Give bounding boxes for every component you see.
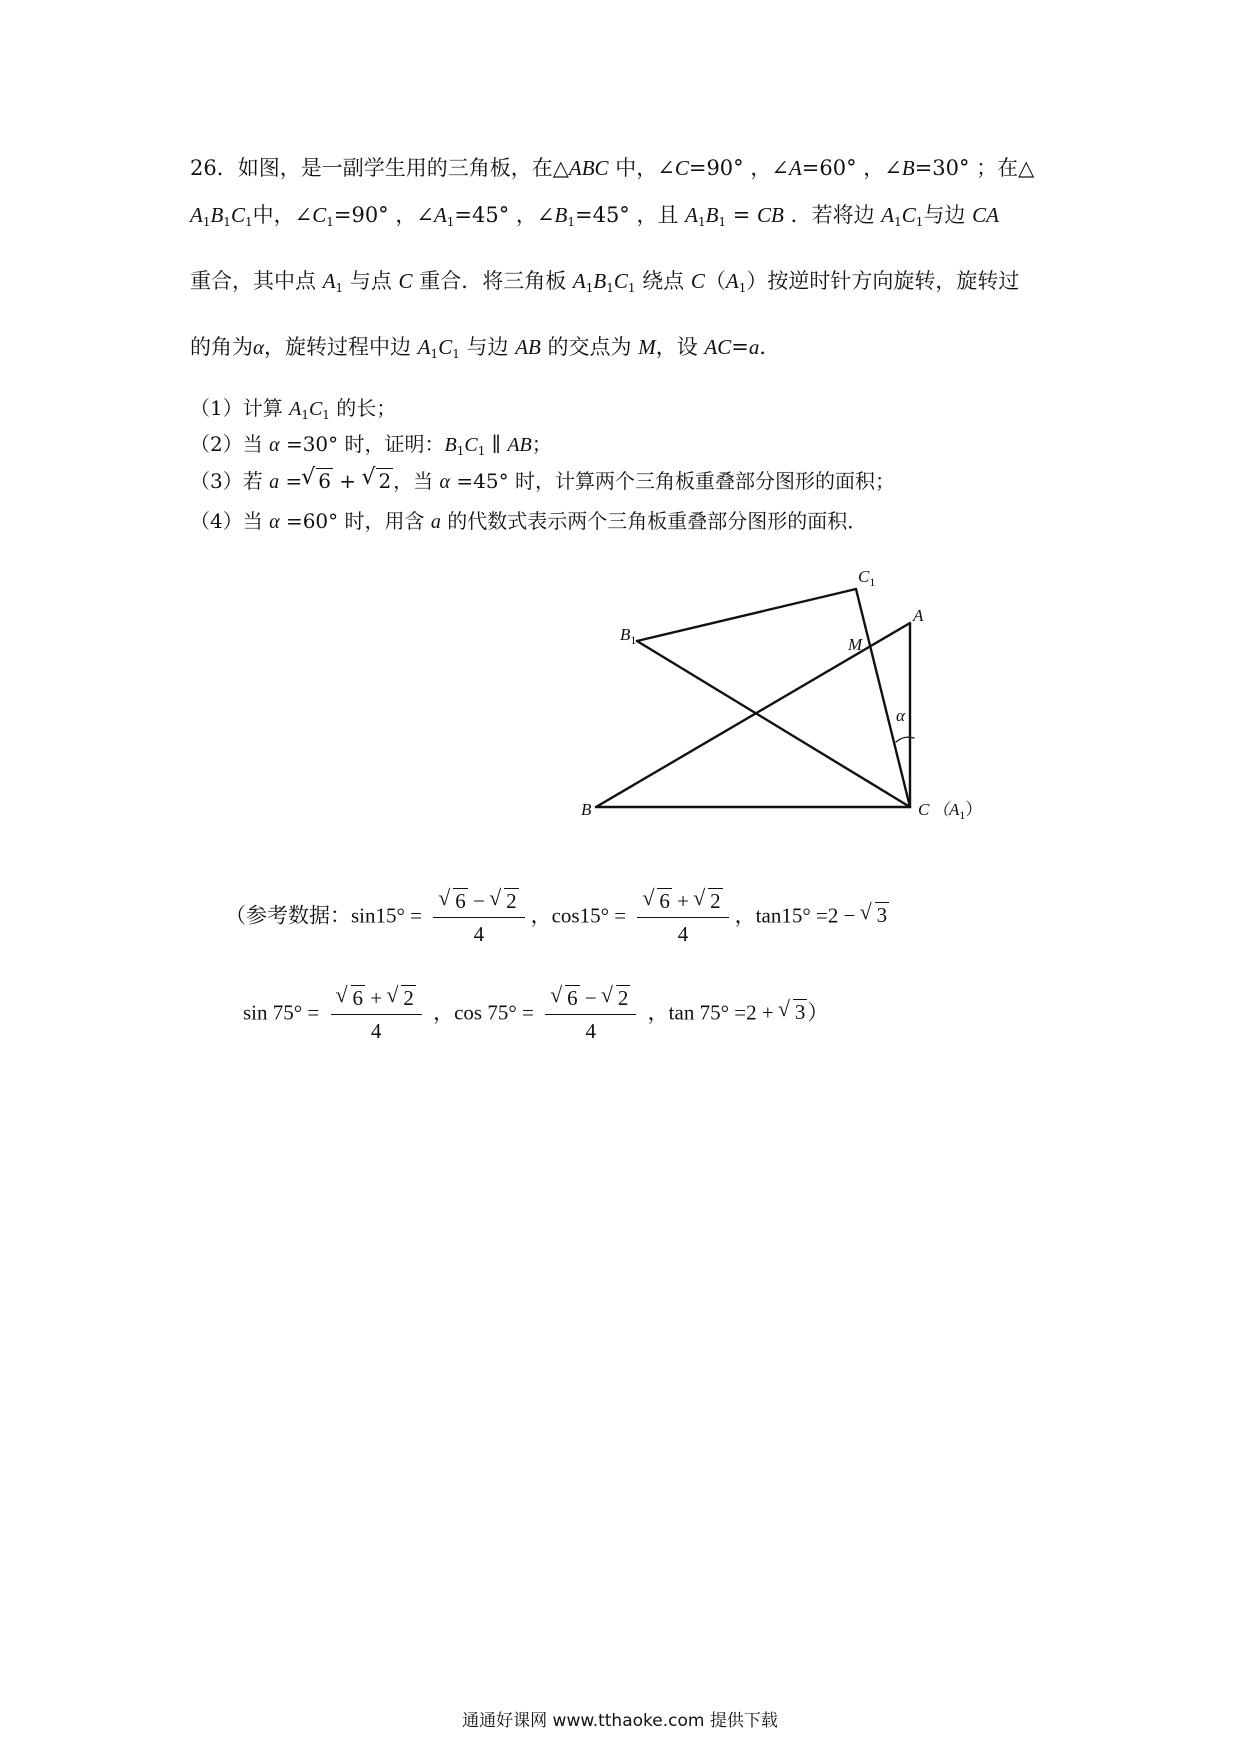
segment-b1-c <box>637 641 910 807</box>
triangle-figure <box>560 560 1000 830</box>
question-part-4: （4）当 α =60° 时，用含 a 的代数式表示两个三角板重叠部分图形的面积． <box>190 509 868 533</box>
question-part-2: （2）当 α =30° 时，证明：$B_1C_1$ ∥ AB； <box>190 432 552 458</box>
fraction-sin15: √ $\frac{6 - √ 2}{4}$ <box>433 888 524 947</box>
problem-line-1: 26．如图，是一副学生用的三角板，在△ABC 中，∠C=90° ，∠A=60° ，∠B=30° ；在△ <box>190 156 1035 180</box>
segment-b1-c1 <box>637 589 856 641</box>
sqrt-3: √ 3 <box>861 902 890 928</box>
fraction-cos75: √ $\frac{6 - √ 2}{4}$ <box>545 985 636 1044</box>
question-part-3: （3）若 a =√ 6 + √ 2 ，当 α =45° 时，计算两个三角板重叠部分图形的面积； <box>190 465 895 494</box>
sqrt-3: √ 3 <box>779 999 808 1025</box>
label-c1: $C_1$ <box>858 567 876 589</box>
label-a1: $(A_1)$ <box>932 800 983 822</box>
fraction-cos15: √ $\frac{6 + √ 2}{4}$ <box>637 888 728 947</box>
label-alpha: α <box>896 706 905 725</box>
label-b1: $B_1$ <box>620 625 637 647</box>
question-part-1: （1）计算 $A_1C_1$ 的长； <box>190 396 397 422</box>
label-c: C <box>918 800 930 819</box>
problem-line-4: 的角为α，旋转过程中边 $A_1C_1$ 与边 AB 的交点为 M，设 AC=a． <box>190 335 781 361</box>
sqrt-2: √ 2 <box>362 468 393 493</box>
fraction-sin75: √ $\frac{6 + √ 2}{4}$ <box>331 985 422 1044</box>
segment-c1-c <box>856 589 910 807</box>
label-a: A <box>913 606 924 625</box>
problem-line-2: $A_1B_1C_1$中，$\angle C_1=90^\circ$ ，$\angle A_1=45^\circ$ ，$\angle B_1=45^\circ$ ，且 $A_1B_1$ = CB ．若将边 $A_1C_1$与边 CA <box>190 203 999 229</box>
label-m: M <box>848 635 863 654</box>
reference-line-1: （参考数据：sin15° = √ $\frac{6 - √ 2}{4}$ ，cos15° = √ $\frac{6 + √ 2}{4}$ ，tan15° =2 − √ 3 <box>225 888 889 947</box>
page-footer: 通通好课网 www.tthaoke.com 提供下载 <box>462 1711 778 1731</box>
alpha-arc <box>896 737 914 742</box>
problem-line-3: 重合，其中点 $A_1$ 与点 C 重合．将三角板 $A_1B_1C_1$ 绕点 $C(A_1)$按逆时针方向旋转，旋转过 <box>190 269 1020 295</box>
sqrt-6: √ 6 <box>302 468 333 493</box>
label-b: B <box>581 800 592 819</box>
reference-line-2: sin 75° = √ $\frac{6 + √ 2}{4}$ ，cos 75° = √ $\frac{6 - √ 2}{4}$ ，tan 75° =2 + √ 3） <box>243 985 828 1044</box>
